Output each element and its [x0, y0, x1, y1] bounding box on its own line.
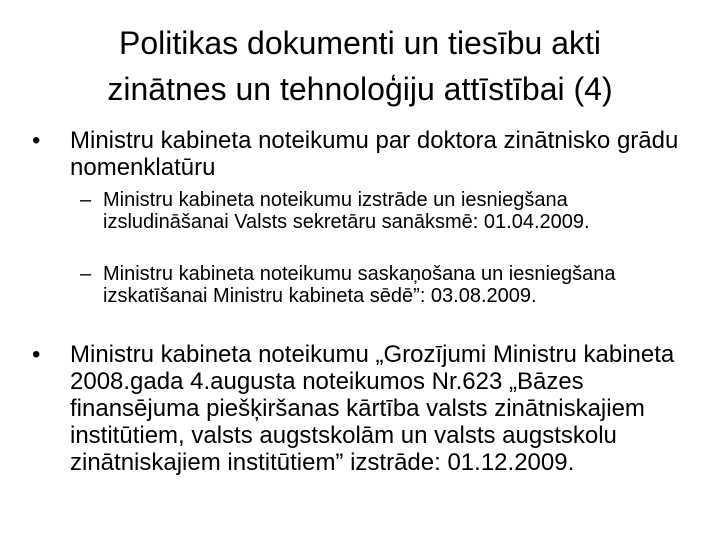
sub-bullet-item [80, 263, 680, 307]
title-line: Politikas dokumenti un tiesību akti [118, 25, 602, 61]
slide-title [30, 20, 690, 112]
dash-marker: – [80, 263, 92, 285]
bullet-item [32, 341, 692, 476]
sub-bullet-item [80, 189, 680, 233]
bullet-item [32, 127, 692, 181]
title-line: zinātnes un tehnoloģiju attīstībai (4) [107, 71, 613, 107]
sub-bullet-text: Ministru kabineta noteikumu saskaņošana un iesniegšana izskatīšanai Ministru kabineta sēdē”: 03.08.2009. [103, 263, 616, 307]
bullet-text: Ministru kabineta noteikumu „Grozījumi Ministru kabineta 2008.gada 4.augusta noteikumos Nr.623 „Bāzes finansējuma piešķiršanas kārtība valsts zinātniskajiem institūtiem, valsts augstskolām un valsts augstskolu zinātniskajiem institūtiem” izstrāde: 01.12.2009. [70, 341, 675, 476]
bullet-marker: • [32, 127, 41, 154]
bullet-text: Ministru kabineta noteikumu par doktora zinātnisko grādu nomenklatūru [70, 127, 679, 181]
bullet-marker: • [32, 341, 41, 368]
dash-marker: – [80, 189, 92, 211]
sub-bullet-text: Ministru kabineta noteikumu izstrāde un iesniegšana izsludināšanai Valsts sekretāru sanāksmē: 01.04.2009. [103, 189, 590, 233]
